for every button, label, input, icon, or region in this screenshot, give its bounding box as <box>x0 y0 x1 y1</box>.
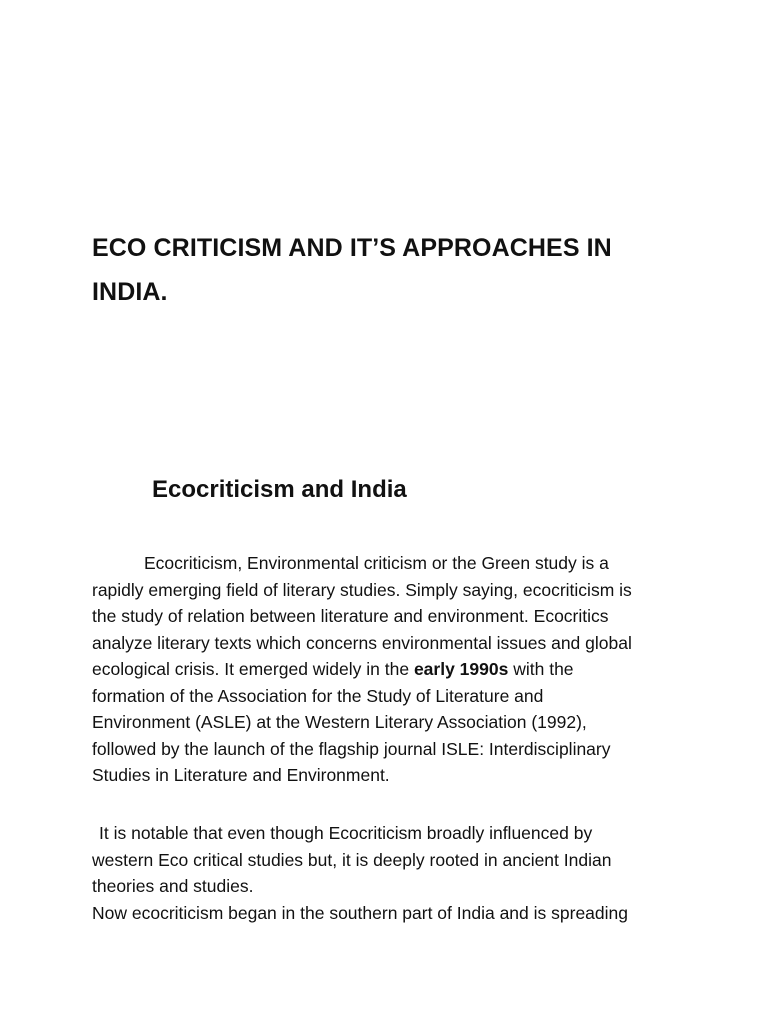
paragraph-text: with the <box>508 659 574 679</box>
document-title-line-1: ECO CRITICISM AND IT’S APPROACHES IN <box>92 234 612 262</box>
section-heading: Ecocriticism and India <box>152 476 407 503</box>
paragraph-line: western Eco critical studies but, it is deeply rooted in ancient Indian <box>92 849 612 870</box>
paragraph-line: the study of relation between literature and environment. Ecocritics <box>92 606 609 626</box>
paragraph-line: theories and studies. <box>92 876 254 896</box>
paragraph-line: Studies in Literature and Environment. <box>92 765 390 785</box>
paragraph-text: ecological crisis. It emerged widely in the <box>92 659 414 679</box>
paragraph-line: Now ecocriticism began in the southern part of India and is spreading <box>92 902 628 923</box>
paragraph-line <box>92 656 692 683</box>
paragraph-line: followed by the launch of the flagship journal ISLE: Interdisciplinary <box>92 738 611 759</box>
paragraph-line: analyze literary texts which concerns environmental issues and global <box>92 632 632 653</box>
paragraph-line: Ecocriticism, Environmental criticism or the Green study is a <box>144 553 609 573</box>
document-title <box>92 226 692 314</box>
paragraph-line: Environment (ASLE) at the Western Literary Association (1992), <box>92 712 587 732</box>
paragraph-line: rapidly emerging field of literary studies. Simply saying, ecocriticism is <box>92 579 632 600</box>
paragraph-2 <box>92 820 692 926</box>
paragraph-line: It is notable that even though Ecocriticism broadly influenced by <box>99 823 593 843</box>
paragraph-line: formation of the Association for the Study of Literature and <box>92 685 544 706</box>
bold-date-text: early 1990s <box>413 659 509 679</box>
paragraph-1 <box>92 550 692 789</box>
document-title-line-2: INDIA. <box>92 278 168 306</box>
